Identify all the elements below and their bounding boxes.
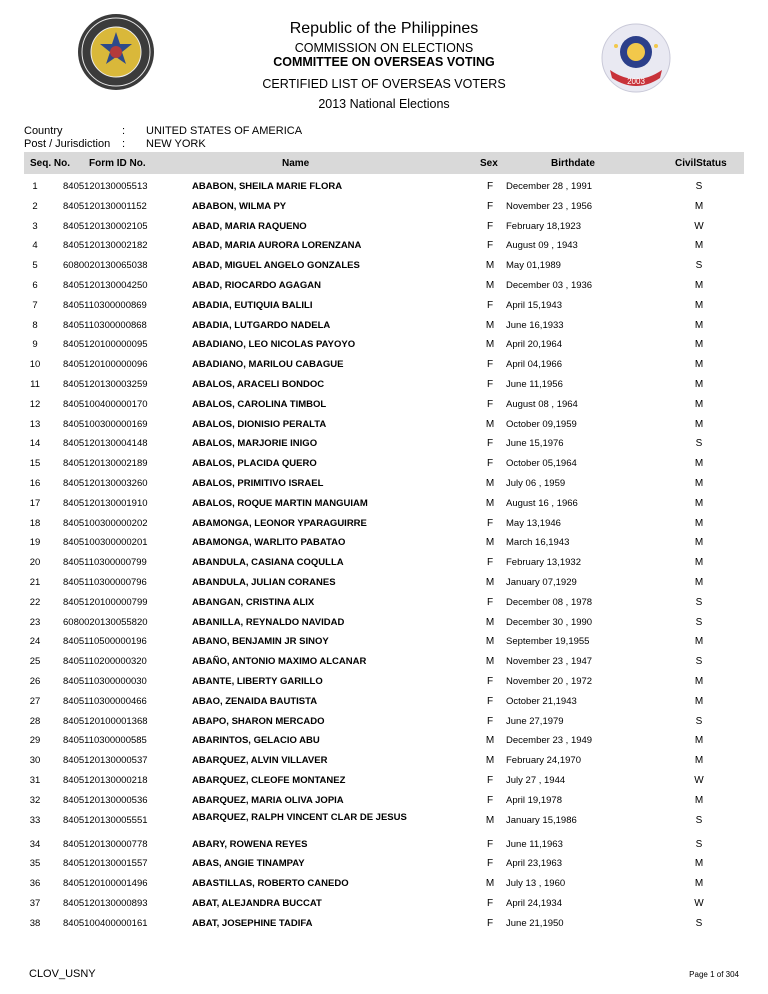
sex-cell: M — [485, 477, 495, 489]
sex-cell: F — [486, 695, 494, 707]
seq-cell: 33 — [29, 814, 41, 826]
sex-cell: F — [486, 897, 494, 909]
table-row — [24, 651, 744, 671]
birthdate-cell: November 23 , 1956 — [506, 200, 593, 212]
name-cell: ABANDULA, JULIAN CORANES — [192, 576, 336, 588]
form-id-cell: 8405110200000320 — [63, 656, 147, 668]
seq-cell: 18 — [29, 517, 41, 529]
table-header — [24, 152, 744, 174]
table-row — [24, 691, 744, 711]
committee-title: COMMITTEE ON OVERSEAS VOTING — [273, 55, 495, 69]
table-row — [24, 552, 744, 572]
name-cell: ABAT, JOSEPHINE TADIFA — [192, 917, 313, 929]
table-row — [24, 730, 744, 750]
name-cell: ABARQUEZ, CLEOFE MONTANEZ — [192, 774, 346, 786]
birthdate-cell: July 27 , 1944 — [506, 774, 566, 786]
name-cell: ABARY, ROWENA REYES — [192, 838, 308, 850]
table-row — [24, 834, 744, 854]
form-id-cell: 8405120100000799 — [63, 596, 148, 608]
birthdate-cell: August 16 , 1966 — [506, 497, 578, 509]
birthdate-cell: August 09 , 1943 — [506, 240, 578, 252]
form-id-cell: 8405120100000095 — [63, 339, 148, 351]
civil-status-cell: S — [695, 715, 703, 727]
table-row — [24, 592, 744, 612]
name-cell: ABAPO, SHARON MERCADO — [192, 715, 325, 727]
seq-cell: 7 — [32, 299, 38, 311]
form-id-cell: 8405100300000201 — [63, 537, 148, 549]
civil-status-cell: M — [694, 537, 704, 549]
sex-cell: F — [486, 774, 494, 786]
seq-cell: 19 — [29, 537, 41, 549]
country-value: UNITED STATES OF AMERICA — [146, 125, 303, 137]
post-value: NEW YORK — [146, 138, 206, 150]
name-cell: ABAD, MARIA AURORA LORENZANA — [192, 240, 362, 252]
seq-cell: 25 — [29, 656, 41, 668]
table-row — [24, 414, 744, 434]
civil-status-cell: M — [694, 477, 704, 489]
civil-status-cell: W — [694, 774, 704, 786]
seq-cell: 9 — [32, 339, 38, 351]
footer-code: CLOV_USNY — [29, 968, 96, 980]
table-row — [24, 810, 744, 834]
sex-cell: M — [485, 735, 495, 747]
table-row — [24, 513, 744, 533]
name-cell: ABALOS, ARACELI BONDOC — [192, 378, 325, 390]
form-id-cell: 8405100400000161 — [63, 917, 148, 929]
table-row — [24, 750, 744, 770]
birthdate-cell: April 15,1943 — [506, 299, 562, 311]
birthdate-cell: June 11,1963 — [506, 838, 563, 850]
civil-status-cell: M — [694, 279, 704, 291]
birthdate-cell: November 20 , 1972 — [506, 675, 593, 687]
name-cell: ABALOS, PLACIDA QUERO — [192, 458, 317, 470]
commission-title: COMMISSION ON ELECTIONS — [294, 41, 474, 55]
list-title: CERTIFIED LIST OF OVERSEAS VOTERS — [262, 77, 506, 91]
form-id-cell: 8405110500000196 — [63, 636, 147, 648]
civil-status-cell: W — [694, 897, 704, 909]
civil-status-cell: M — [694, 497, 704, 509]
seq-cell: 10 — [29, 359, 41, 371]
sex-cell: M — [485, 319, 495, 331]
election-title: 2013 National Elections — [318, 97, 450, 111]
sex-cell: F — [486, 240, 494, 252]
table-row — [24, 354, 744, 374]
sex-cell: M — [485, 656, 495, 668]
name-cell: ABALOS, PRIMITIVO ISRAEL — [192, 477, 324, 489]
birthdate-cell: April 20,1964 — [506, 339, 562, 351]
seq-cell: 23 — [29, 616, 41, 628]
sex-cell: M — [485, 260, 495, 272]
form-id-cell: 8405120130001557 — [63, 858, 148, 870]
table-row — [24, 453, 744, 473]
birthdate-cell: April 19,1978 — [506, 794, 562, 806]
civil-status-cell: S — [695, 181, 703, 192]
seq-cell: 3 — [32, 220, 38, 232]
name-cell: ABALOS, ROQUE MARTIN MANGUIAM — [192, 497, 368, 509]
name-cell: ABABON, SHEILA MARIE FLORA — [192, 181, 343, 192]
table-row — [24, 275, 744, 295]
name-cell: ABARINTOS, GELACIO ABU — [192, 735, 320, 747]
birthdate-cell: February 18,1923 — [506, 220, 581, 232]
form-id-cell: 8405120130003260 — [63, 477, 148, 489]
sex-cell: F — [486, 378, 494, 390]
table-row — [24, 334, 744, 354]
name-cell: ABAMONGA, LEONOR YPARAGUIRRE — [192, 517, 367, 529]
birthdate-cell: December 28 , 1991 — [506, 181, 593, 192]
sex-cell: M — [485, 616, 495, 628]
country-colon: : — [122, 125, 126, 137]
civil-status-cell: M — [694, 339, 704, 351]
birthdate-cell: April 23,1963 — [506, 858, 562, 870]
civil-status-cell: M — [694, 735, 704, 747]
form-id-cell: 8405120130002105 — [63, 220, 148, 232]
form-id-cell: 8405120130004148 — [63, 438, 148, 450]
form-id-cell: 8405120100000096 — [63, 359, 148, 371]
header-civil-status: CivilStatus — [675, 158, 727, 169]
seq-cell: 11 — [30, 378, 40, 390]
header-birthdate: Birthdate — [551, 158, 595, 169]
civil-status-cell: M — [694, 794, 704, 806]
table-row — [24, 374, 744, 394]
birthdate-cell: January 15,1986 — [506, 814, 577, 826]
table-row — [24, 315, 744, 335]
seq-cell: 4 — [32, 240, 38, 252]
civil-status-cell: M — [694, 359, 704, 371]
seq-cell: 26 — [29, 675, 41, 687]
seq-cell: 13 — [29, 418, 41, 430]
sex-cell: M — [485, 636, 495, 648]
civil-status-cell: W — [694, 220, 704, 232]
seq-cell: 27 — [29, 695, 41, 707]
seq-cell: 38 — [29, 917, 41, 929]
seq-cell: 1 — [32, 181, 38, 192]
form-id-cell: 6080020130055820 — [63, 616, 148, 628]
form-id-cell: 8405120130000218 — [63, 774, 148, 786]
civil-status-cell: S — [695, 838, 703, 850]
seq-cell: 15 — [29, 458, 41, 470]
seq-cell: 29 — [29, 735, 41, 747]
table-row — [24, 612, 744, 632]
voter-table-body — [24, 176, 744, 932]
sex-cell: M — [485, 279, 495, 291]
civil-status-cell: M — [694, 576, 704, 588]
table-row — [24, 873, 744, 893]
form-id-cell: 8405120130005513 — [63, 181, 148, 192]
form-id-cell: 8405120130001152 — [63, 200, 147, 212]
seq-cell: 24 — [29, 636, 41, 648]
table-row — [24, 473, 744, 493]
name-cell: ABARQUEZ, MARIA OLIVA JOPIA — [192, 794, 344, 806]
civil-status-cell: S — [695, 260, 703, 272]
form-id-cell: 8405110300000585 — [63, 735, 147, 747]
birthdate-cell: November 23 , 1947 — [506, 656, 593, 668]
table-row — [24, 433, 744, 453]
birthdate-cell: May 01,1989 — [506, 260, 561, 272]
seq-cell: 2 — [32, 200, 38, 212]
sex-cell: F — [486, 596, 494, 608]
seq-cell: 17 — [29, 497, 41, 509]
sex-cell: F — [486, 359, 494, 371]
birthdate-cell: March 16,1943 — [506, 537, 570, 549]
sex-cell: F — [486, 438, 494, 450]
birthdate-cell: February 13,1932 — [506, 557, 581, 569]
table-row — [24, 913, 744, 933]
seal-year: 2003 — [627, 77, 645, 86]
sex-cell: M — [485, 497, 495, 509]
table-row — [24, 853, 744, 873]
civil-status-cell: M — [694, 755, 704, 767]
name-cell: ABAD, MARIA RAQUENO — [192, 220, 307, 232]
table-row — [24, 394, 744, 414]
sex-cell: F — [486, 675, 494, 687]
sex-cell: F — [486, 458, 494, 470]
post-label: Post / Jurisdiction — [24, 138, 111, 150]
name-cell: ABASTILLAS, ROBERTO CANEDO — [192, 878, 349, 890]
sex-cell: M — [485, 339, 495, 351]
civil-status-cell: S — [695, 438, 703, 450]
form-id-cell: 8405120130000893 — [63, 897, 148, 909]
form-id-cell: 8405120130000778 — [63, 838, 148, 850]
seq-cell: 14 — [29, 438, 41, 450]
name-cell: ABARQUEZ, RALPH VINCENT CLAR DE JESUS — [192, 811, 407, 823]
form-id-cell: 8405120130002182 — [63, 240, 148, 252]
civil-status-cell: M — [694, 458, 704, 470]
civil-status-cell: S — [695, 616, 703, 628]
form-id-cell: 8405120130004250 — [63, 279, 148, 291]
table-row — [24, 711, 744, 731]
seq-cell: 22 — [29, 596, 41, 608]
seq-cell: 31 — [29, 774, 41, 786]
birthdate-cell: October 21,1943 — [506, 695, 577, 707]
sex-cell: M — [485, 814, 495, 826]
header-name: Name — [282, 158, 310, 169]
birthdate-cell: June 15,1976 — [506, 438, 564, 450]
table-row — [24, 255, 744, 275]
page-number: Page 1 of 304 — [689, 970, 739, 979]
table-row — [24, 196, 744, 216]
civil-status-cell: S — [695, 814, 703, 826]
civil-status-cell: M — [694, 200, 704, 212]
header-form: Form ID No. — [89, 158, 146, 169]
seq-cell: 35 — [29, 858, 41, 870]
table-row — [24, 770, 744, 790]
table-row — [24, 235, 744, 255]
table-row — [24, 572, 744, 592]
sex-cell: M — [485, 418, 495, 430]
seq-cell: 8 — [32, 319, 38, 331]
name-cell: ABAT, ALEJANDRA BUCCAT — [192, 897, 322, 909]
form-id-cell: 8405110300000868 — [63, 319, 147, 331]
name-cell: ABADIANO, MARILOU CABAGUE — [192, 359, 344, 371]
birthdate-cell: December 03 , 1936 — [506, 279, 593, 291]
form-id-cell: 8405110300000869 — [63, 299, 147, 311]
table-row — [24, 176, 744, 196]
seq-cell: 16 — [29, 477, 41, 489]
birthdate-cell: January 07,1929 — [506, 576, 577, 588]
civil-status-cell: M — [694, 378, 704, 390]
header-seq: Seq. No. — [30, 158, 71, 169]
sex-cell: M — [485, 537, 495, 549]
seq-cell: 6 — [32, 279, 38, 291]
table-row — [24, 216, 744, 236]
name-cell: ABARQUEZ, ALVIN VILLAVER — [192, 755, 328, 767]
name-cell: ABABON, WILMA PY — [192, 200, 287, 212]
name-cell: ABAMONGA, WARLITO PABATAO — [192, 537, 346, 549]
civil-status-cell: M — [694, 418, 704, 430]
seq-cell: 30 — [29, 755, 41, 767]
sex-cell: M — [485, 576, 495, 588]
civil-status-cell: M — [694, 299, 704, 311]
sex-cell: F — [486, 398, 494, 410]
sex-cell: M — [485, 755, 495, 767]
civil-status-cell: M — [694, 675, 704, 687]
birthdate-cell: May 13,1946 — [506, 517, 561, 529]
name-cell: ABAO, ZENAIDA BAUTISTA — [192, 695, 318, 707]
seq-cell: 32 — [29, 794, 41, 806]
seq-cell: 36 — [29, 878, 41, 890]
sex-cell: F — [486, 557, 494, 569]
name-cell: ABAD, MIGUEL ANGELO GONZALES — [192, 260, 360, 272]
seq-cell: 37 — [29, 897, 41, 909]
seq-cell: 28 — [29, 715, 41, 727]
sex-cell: F — [486, 181, 494, 192]
civil-status-cell: S — [695, 656, 703, 668]
name-cell: ABAÑO, ANTONIO MAXIMO ALCANAR — [192, 656, 367, 668]
sex-cell: F — [486, 200, 494, 212]
birthdate-cell: December 30 , 1990 — [506, 616, 593, 628]
birthdate-cell: August 08 , 1964 — [506, 398, 578, 410]
birthdate-cell: June 11,1956 — [506, 378, 563, 390]
birthdate-cell: June 16,1933 — [506, 319, 564, 331]
civil-status-cell: M — [694, 695, 704, 707]
form-id-cell: 8405100300000169 — [63, 418, 148, 430]
name-cell: ABALOS, CAROLINA TIMBOL — [192, 398, 327, 410]
birthdate-cell: December 08 , 1978 — [506, 596, 593, 608]
birthdate-cell: September 19,1955 — [506, 636, 590, 648]
seq-cell: 5 — [32, 260, 38, 272]
table-row — [24, 893, 744, 913]
civil-status-cell: S — [695, 917, 703, 929]
form-id-cell: 8405110300000799 — [63, 557, 147, 569]
table-row — [24, 295, 744, 315]
seq-cell: 12 — [29, 398, 41, 410]
table-row — [24, 671, 744, 691]
birthdate-cell: July 13 , 1960 — [506, 878, 566, 890]
form-id-cell: 8405120130005551 — [63, 814, 148, 826]
birthdate-cell: July 06 , 1959 — [506, 477, 566, 489]
birthdate-cell: June 27,1979 — [506, 715, 564, 727]
form-id-cell: 8405120100001368 — [63, 715, 148, 727]
form-id-cell: 8405100300000202 — [63, 517, 148, 529]
name-cell: ABANO, BENJAMIN JR SINOY — [192, 636, 329, 648]
seq-cell: 34 — [29, 838, 41, 850]
header-sex: Sex — [480, 158, 498, 169]
country-label: Country — [24, 125, 63, 137]
name-cell: ABADIA, LUTGARDO NADELA — [192, 319, 331, 331]
form-id-cell: 8405100400000170 — [63, 398, 148, 410]
name-cell: ABALOS, DIONISIO PERALTA — [192, 418, 327, 430]
sex-cell: F — [486, 299, 494, 311]
form-id-cell: 8405120100001496 — [63, 878, 148, 890]
civil-status-cell: M — [694, 557, 704, 569]
civil-status-cell: M — [694, 517, 704, 529]
sex-cell: F — [486, 517, 494, 529]
sex-cell: F — [486, 715, 494, 727]
seq-cell: 21 — [29, 576, 41, 588]
form-id-cell: 6080020130065038 — [63, 260, 148, 272]
table-row — [24, 493, 744, 513]
civil-status-cell: M — [694, 858, 704, 870]
seq-cell: 20 — [29, 557, 41, 569]
birthdate-cell: April 04,1966 — [506, 359, 562, 371]
civil-status-cell: M — [694, 398, 704, 410]
form-id-cell: 8405120130003259 — [63, 378, 148, 390]
sex-cell: F — [486, 858, 494, 870]
table-row — [24, 532, 744, 552]
birthdate-cell: June 21,1950 — [506, 917, 564, 929]
name-cell: ABAD, RIOCARDO AGAGAN — [192, 279, 321, 291]
civil-status-cell: M — [694, 636, 704, 648]
birthdate-cell: April 24,1934 — [506, 897, 562, 909]
name-cell: ABANTE, LIBERTY GARILLO — [192, 675, 323, 687]
form-id-cell: 8405120130000537 — [63, 755, 148, 767]
table-row — [24, 790, 744, 810]
sex-cell: M — [485, 878, 495, 890]
sex-cell: F — [486, 917, 494, 929]
birthdate-cell: October 05,1964 — [506, 458, 577, 470]
form-id-cell: 8405120130001910 — [63, 497, 148, 509]
form-id-cell: 8405120130002189 — [63, 458, 148, 470]
name-cell: ABANILLA, REYNALDO NAVIDAD — [192, 616, 345, 628]
table-row — [24, 631, 744, 651]
civil-status-cell: M — [694, 878, 704, 890]
name-cell: ABADIA, EUTIQUIA BALILI — [192, 299, 313, 311]
republic-title: Republic of the Philippines — [289, 20, 479, 37]
civil-status-cell: M — [694, 319, 704, 331]
birthdate-cell: October 09,1959 — [506, 418, 577, 430]
name-cell: ABANDULA, CASIANA COQULLA — [192, 557, 344, 569]
name-cell: ABADIANO, LEO NICOLAS PAYOYO — [192, 339, 356, 351]
form-id-cell: 8405110300000030 — [63, 675, 147, 687]
form-id-cell: 8405120130000536 — [63, 794, 148, 806]
name-cell: ABALOS, MARJORIE INIGO — [192, 438, 318, 450]
name-cell: ABAS, ANGIE TINAMPAY — [192, 858, 305, 870]
birthdate-cell: February 24,1970 — [506, 755, 581, 767]
sex-cell: F — [486, 838, 494, 850]
civil-status-cell: S — [695, 596, 703, 608]
post-colon: : — [122, 138, 126, 150]
sex-cell: F — [486, 794, 494, 806]
form-id-cell: 8405110300000796 — [63, 576, 147, 588]
civil-status-cell: M — [694, 240, 704, 252]
form-id-cell: 8405110300000466 — [63, 695, 147, 707]
birthdate-cell: December 23 , 1949 — [506, 735, 593, 747]
sex-cell: F — [486, 220, 494, 232]
name-cell: ABANGAN, CRISTINA ALIX — [192, 596, 315, 608]
